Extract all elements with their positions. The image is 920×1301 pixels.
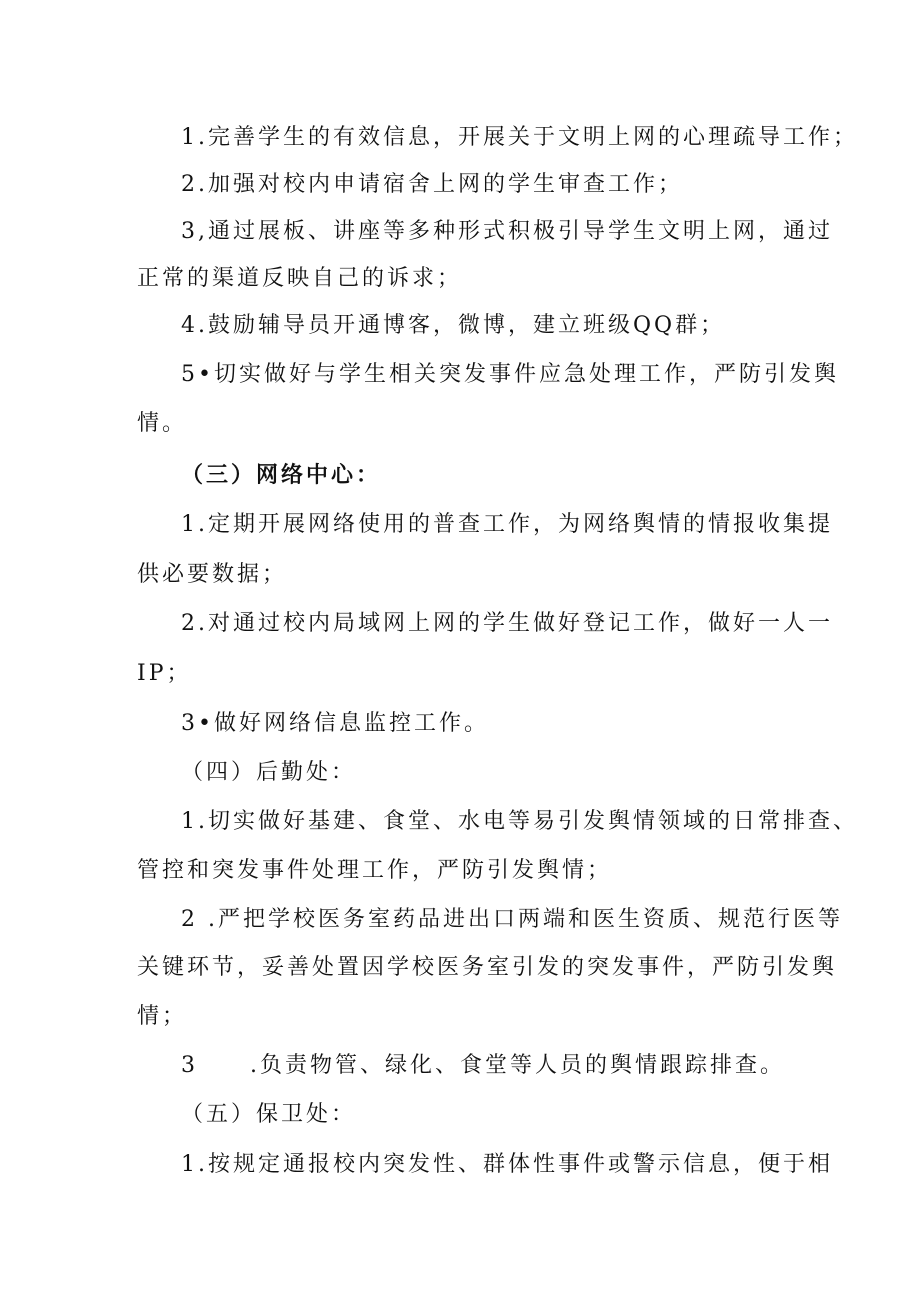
- paragraph-line: 1.定期开展网络使用的普查工作，为网络舆情的情报收集提: [181, 512, 833, 537]
- section-heading: （四）后勤处：: [181, 760, 357, 785]
- section-heading: （五）保卫处：: [181, 1102, 357, 1127]
- paragraph-line: 3•做好网络信息监控工作。: [181, 711, 489, 736]
- paragraph-line: 2.对通过校内局域网上网的学生做好登记工作，做好一人一: [181, 611, 833, 636]
- paragraph-line: 1.按规定通报校内突发性、群体性事件或警示信息，便于相: [181, 1152, 833, 1177]
- paragraph-line: 情；: [137, 1004, 188, 1029]
- list-text: .负责物管、绿化、食堂等人员的舆情跟踪排查。: [250, 1053, 785, 1078]
- paragraph-line: 3,通过展板、讲座等多种形式积极引导学生文明上网，通过: [181, 219, 833, 244]
- paragraph-line: [181, 1051, 785, 1081]
- paragraph-line: 情。: [137, 411, 188, 436]
- paragraph-line: 供必要数据；: [137, 562, 288, 587]
- paragraph-line: 1.切实做好基建、食堂、水电等易引发舆情领域的日常排查、: [181, 809, 858, 834]
- paragraph-line: 5•切实做好与学生相关突发事件应急处理工作，严防引发舆: [181, 362, 839, 387]
- paragraph-line: 1.完善学生的有效信息，开展关于文明上网的心理疏导工作；: [181, 125, 858, 150]
- paragraph-line: 正常的渠道反映自己的诉求；: [137, 266, 463, 291]
- paragraph-line: 关键环节，妥善处置因学校医务室引发的突发事件，严防引发舆: [137, 955, 838, 980]
- paragraph-line: IP；: [137, 661, 192, 686]
- list-number: 3: [181, 1053, 198, 1078]
- section-heading: （三）网络中心：: [181, 462, 382, 488]
- paragraph-line: 4.鼓励辅导员开通博客，微博，建立班级QQ群；: [181, 313, 726, 338]
- paragraph-line: 2.加强对校内申请宿舍上网的学生审查工作；: [181, 172, 683, 197]
- paragraph-line: 2 .严把学校医务室药品进出口两端和医生资质、规范行医等: [181, 907, 843, 932]
- paragraph-line: 管控和突发事件处理工作，严防引发舆情；: [137, 858, 613, 883]
